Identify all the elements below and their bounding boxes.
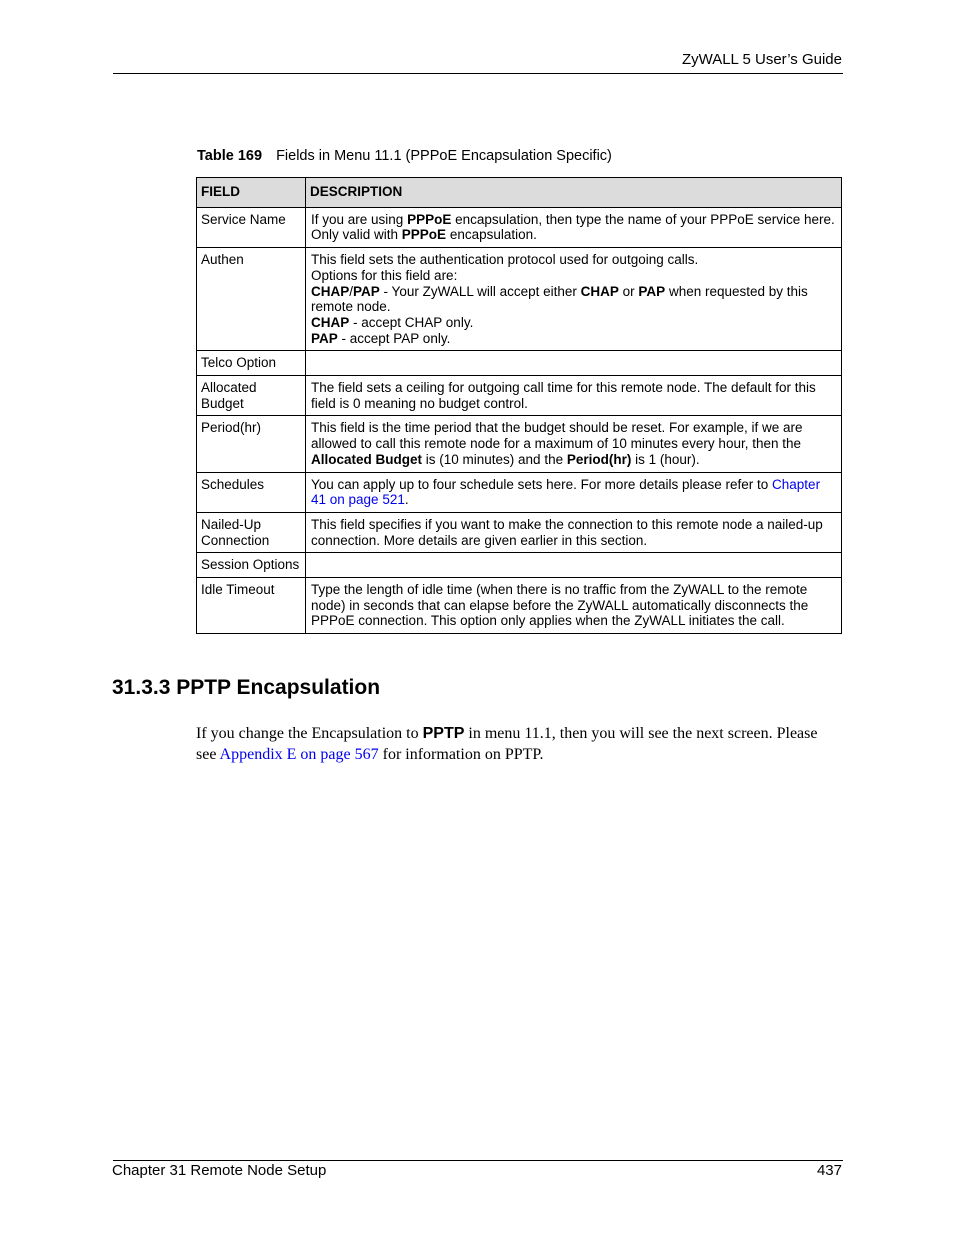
text: - Your ZyWALL will accept either bbox=[379, 283, 581, 299]
table-row bbox=[197, 376, 842, 416]
text: - accept CHAP only. bbox=[349, 314, 474, 330]
col-field-header: FIELD bbox=[197, 178, 306, 208]
text: encapsulation. bbox=[446, 227, 537, 243]
field-nailed-up: Nailed-Up Connection bbox=[197, 512, 306, 552]
text: This field sets the authentication protocol used for outgoing calls. bbox=[311, 252, 699, 268]
text: - accept PAP only. bbox=[337, 330, 451, 346]
text: is 1 (hour). bbox=[631, 451, 700, 467]
section-title: 31.3.3 PPTP Encapsulation bbox=[112, 676, 381, 699]
field-telco-option: Telco Option bbox=[197, 351, 306, 376]
field-schedules: Schedules bbox=[197, 472, 306, 512]
text: for information on PPTP. bbox=[378, 746, 544, 763]
bold-text: PAP bbox=[638, 283, 666, 299]
desc-schedules bbox=[306, 472, 842, 512]
field-authen: Authen bbox=[197, 248, 306, 351]
text: . bbox=[404, 492, 409, 508]
bold-text: PAP bbox=[311, 330, 338, 346]
text: This field is the time period that the budget should be reset. For example, if we are allowed to call this remote node for a maximum of 10 minutes every hour, then the bbox=[311, 420, 803, 452]
bold-text: Allocated Budget bbox=[311, 451, 423, 467]
bold-text: CHAP bbox=[580, 283, 619, 299]
body-paragraph bbox=[196, 723, 836, 765]
table-row bbox=[197, 351, 842, 376]
fields-table bbox=[196, 177, 842, 634]
field-allocated-budget: Allocated Budget bbox=[197, 376, 306, 416]
bold-text: PPPoE bbox=[407, 211, 452, 227]
footer-page-number: 437 bbox=[816, 1162, 842, 1179]
appendix-e-link[interactable]: Appendix E on page 567 bbox=[219, 746, 379, 763]
desc-telco-option bbox=[306, 351, 842, 376]
table-row bbox=[197, 248, 842, 351]
text: is (10 minutes) and the bbox=[422, 451, 567, 467]
chapter-41-link[interactable]: Chapter 41 on page 521 bbox=[311, 476, 821, 508]
text: in menu 11.1, then you will see the next screen. Please see bbox=[196, 725, 818, 763]
bold-text: PPPoE bbox=[401, 227, 447, 243]
table-row bbox=[197, 553, 842, 578]
footer-rule bbox=[113, 1160, 843, 1161]
bold-text: PAP bbox=[353, 283, 380, 299]
col-description-header: DESCRIPTION bbox=[306, 178, 842, 208]
table-row bbox=[197, 416, 842, 472]
running-header: ZyWALL 5 User’s Guide bbox=[681, 51, 842, 68]
header-rule bbox=[113, 73, 843, 74]
desc-service-name bbox=[306, 207, 842, 247]
footer-chapter: Chapter 31 Remote Node Setup bbox=[112, 1162, 327, 1179]
text: If you are using bbox=[311, 211, 408, 227]
desc-idle-timeout: Type the length of idle time (when there is no traffic from the ZyWALL to the remote node) in seconds that can elapse before the ZyWALL automatically disconnects the PPPoE connection. This option only applies when the ZyWALL initiates the call. bbox=[306, 578, 842, 634]
field-idle-timeout: Idle Timeout bbox=[197, 578, 306, 634]
table-row bbox=[197, 512, 842, 552]
text: Options for this field are: bbox=[311, 267, 458, 283]
table-caption bbox=[197, 148, 612, 164]
field-period: Period(hr) bbox=[197, 416, 306, 472]
table-header-row bbox=[197, 178, 842, 208]
text: when requested by this remote node. bbox=[311, 283, 808, 315]
table-row bbox=[197, 578, 842, 634]
bold-text: PPTP bbox=[422, 725, 465, 742]
bold-text: CHAP bbox=[311, 314, 350, 330]
bold-text: CHAP bbox=[311, 283, 350, 299]
desc-authen bbox=[306, 248, 842, 351]
table-row bbox=[197, 472, 842, 512]
desc-session-options bbox=[306, 553, 842, 578]
table-row bbox=[197, 207, 842, 247]
text: / bbox=[349, 283, 354, 299]
desc-allocated-budget: The field sets a ceiling for outgoing call time for this remote node. The default for this field is 0 meaning no budget control. bbox=[306, 376, 842, 416]
text: You can apply up to four schedule sets here. For more details please refer to bbox=[311, 476, 773, 492]
field-session-options: Session Options bbox=[197, 553, 306, 578]
desc-period bbox=[306, 416, 842, 472]
table-number: Table 169 bbox=[197, 148, 263, 164]
table-caption-text: Fields in Menu 11.1 (PPPoE Encapsulation Specific) bbox=[276, 148, 612, 164]
field-service-name: Service Name bbox=[197, 207, 306, 247]
bold-text: Period(hr) bbox=[566, 451, 632, 467]
text: If you change the Encapsulation to bbox=[196, 725, 423, 742]
text: or bbox=[618, 283, 639, 299]
desc-nailed-up: This field specifies if you want to make the connection to this remote node a nailed-up connection. More details are given earlier in this section. bbox=[306, 512, 842, 552]
text: encapsulation, then type the name of your PPPoE service here. Only valid with bbox=[311, 211, 835, 243]
